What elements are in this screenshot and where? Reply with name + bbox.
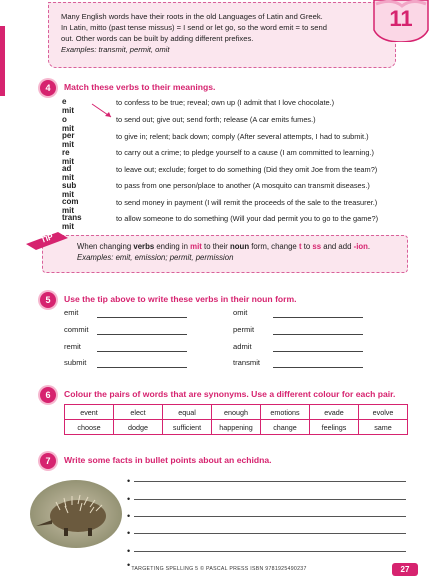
question-heading: Colour the pairs of words that are synonyms. Use a different colour for each pair. — [64, 389, 396, 399]
word-cell[interactable]: equal — [163, 405, 212, 420]
question-number: 6 — [40, 387, 56, 403]
question-number: 4 — [40, 80, 56, 96]
word-cell[interactable]: feelings — [310, 420, 359, 435]
table-row — [65, 420, 408, 435]
word-cell[interactable]: event — [65, 405, 114, 420]
noun-prompt: permit — [233, 325, 255, 334]
answer-line[interactable] — [134, 551, 406, 552]
bullet: • — [127, 476, 131, 486]
footer-text: TARGETING SPELLING 5 © PASCAL PRESS ISBN 9781925490237 — [131, 566, 307, 572]
bullet: • — [127, 546, 131, 556]
question-7 — [40, 453, 420, 473]
word-cell[interactable]: dodge — [114, 420, 163, 435]
tip-label: TIP — [39, 232, 55, 245]
bullet: • — [127, 494, 131, 504]
bullet: • — [127, 560, 131, 570]
intro-line-3: out. Other words can be built by adding different prefixes. — [61, 34, 254, 43]
word-cell[interactable]: enough — [212, 405, 261, 420]
meaning: to pass from one person/place to another (A mosquito can transmit diseases.) — [116, 181, 370, 190]
word-cell[interactable]: sufficient — [163, 420, 212, 435]
intro-examples: Examples: transmit, permit, omit — [61, 45, 170, 54]
table-row — [65, 405, 408, 420]
tip-tag — [26, 232, 68, 250]
answer-line[interactable] — [97, 317, 187, 318]
word-cell[interactable]: happening — [212, 420, 261, 435]
bullet: • — [127, 528, 131, 538]
answer-line[interactable] — [97, 334, 187, 335]
verb-omit: o mit — [62, 115, 74, 133]
answer-line[interactable] — [97, 351, 187, 352]
word-cell[interactable]: emotions — [261, 405, 310, 420]
answer-line[interactable] — [273, 351, 363, 352]
answer-line[interactable] — [134, 481, 406, 482]
word-cell[interactable]: evade — [310, 405, 359, 420]
word-cell[interactable]: evolve — [359, 405, 408, 420]
noun-prompt: submit — [64, 358, 87, 367]
intro-line-1: Many English words have their roots in the old Languages of Latin and Greek. — [61, 12, 323, 21]
tip-examples: Examples: emit, emission; permit, permission — [77, 253, 234, 262]
noun-prompt: omit — [233, 308, 248, 317]
verb-permit: per mit — [62, 131, 75, 149]
echidna-icon — [30, 480, 122, 548]
verb-admit: ad mit — [62, 164, 74, 182]
echidna-image — [30, 480, 122, 548]
noun-prompt: transmit — [233, 358, 261, 367]
meaning: to send money in payment (I will remit the proceeds of the sale to the treasurer.) — [116, 198, 378, 207]
lesson-number: 11 — [389, 6, 413, 31]
question-5 — [40, 292, 420, 312]
bullet: • — [127, 511, 131, 521]
question-heading: Match these verbs to their meanings. — [64, 82, 216, 92]
word-cell[interactable]: same — [359, 420, 408, 435]
answer-line[interactable] — [134, 533, 406, 534]
answer-line[interactable] — [273, 317, 363, 318]
question-heading: Use the tip above to write these verbs in their noun form. — [64, 294, 297, 304]
answer-line[interactable] — [134, 499, 406, 500]
question-number: 7 — [40, 453, 56, 469]
page-number: 27 — [392, 563, 418, 576]
verb-remit: re mit — [62, 148, 74, 166]
answer-line[interactable] — [273, 367, 363, 368]
verb-emit: e mit — [62, 97, 74, 115]
meaning: to allow someone to do something (Will your dad permit you to go to the game?) — [116, 214, 379, 223]
noun-prompt: admit — [233, 342, 252, 351]
verb-submit: sub mit — [62, 181, 77, 199]
meaning: to confess to be true; reveal; own up (I admit that I love chocolate.) — [116, 98, 335, 107]
word-cell[interactable]: change — [261, 420, 310, 435]
meaning: to send out; give out; send forth; release (A car emits fumes.) — [116, 115, 316, 124]
noun-prompt: commit — [64, 325, 89, 334]
question-heading: Write some facts in bullet points about an echidna. — [64, 455, 272, 465]
answer-line[interactable] — [134, 516, 406, 517]
answer-line[interactable] — [273, 334, 363, 335]
meaning: to give in; relent; back down; comply (After several attempts, I had to submit.) — [116, 132, 369, 141]
intro-line-2: In Latin, mitto (past tense missus) = I send or let go, so the word emit = to send — [61, 23, 327, 32]
tip-text: When changing verbs ending in mit to their noun form, change t to ss and add -ion. — [77, 242, 371, 251]
noun-prompt: remit — [64, 342, 81, 351]
answer-line[interactable] — [97, 367, 187, 368]
verb-commit: com mit — [62, 197, 79, 215]
synonym-table — [64, 404, 408, 435]
word-cell[interactable]: elect — [114, 405, 163, 420]
verb-transmit: trans mit — [62, 213, 82, 231]
tip-box — [42, 235, 408, 273]
noun-prompt: emit — [64, 308, 79, 317]
meaning: to leave out; exclude; forget to do something (Did they omit Joe from the team?) — [116, 165, 378, 174]
meaning: to carry out a crime; to pledge yourself to a cause (I am committed to learning.) — [116, 148, 374, 157]
question-number: 5 — [40, 292, 56, 308]
word-cell[interactable]: choose — [65, 420, 114, 435]
